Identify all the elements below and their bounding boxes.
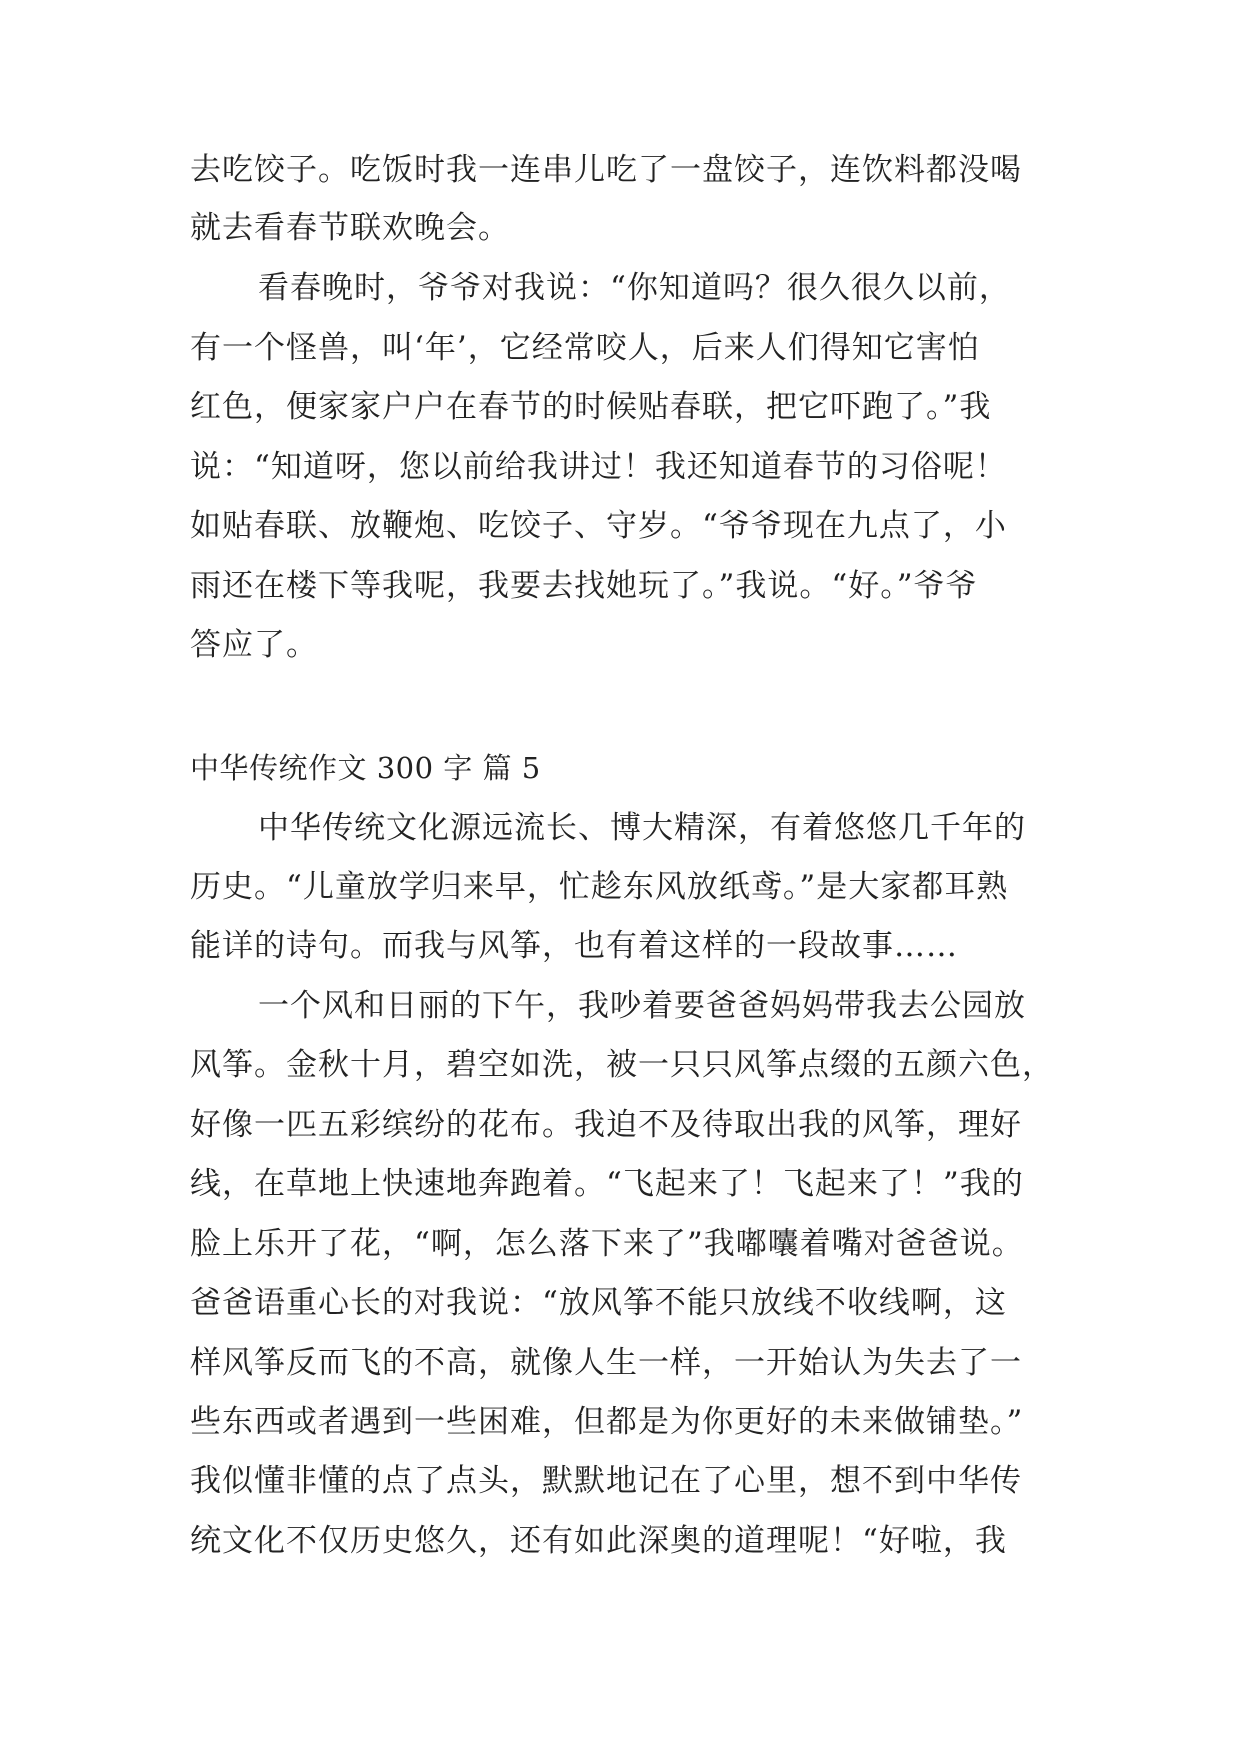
paragraph-line: 雨还在楼下等我呢，我要去找她玩了。”我说。“好。”爷爷 [190, 568, 978, 604]
paragraph-line: 看春晚时，爷爷对我说：“你知道吗？很久很久以前， [258, 270, 1011, 306]
paragraph-line: 中华传统文化源远流长、博大精深，有着悠悠几千年的 [258, 810, 1026, 846]
paragraph-line: 一个风和日丽的下午，我吵着要爸爸妈妈带我去公园放 [258, 988, 1026, 1024]
paragraph-line: 样风筝反而飞的不高，就像人生一样，一开始认为失去了一 [190, 1345, 1022, 1381]
paragraph-line: 好像一匹五彩缤纷的花布。我迫不及待取出我的风筝，理好 [190, 1107, 1022, 1143]
paragraph-line: 脸上乐开了花，“啊，怎么落下来了”我嘟囔着嘴对爸爸说。 [190, 1226, 1024, 1262]
paragraph-line: 有一个怪兽，叫‘年’，它经常咬人，后来人们得知它害怕 [190, 330, 980, 366]
paragraph-line: 风筝。金秋十月，碧空如洗，被一只只风筝点缀的五颜六色， [190, 1047, 1054, 1083]
paragraph-line: 答应了。 [190, 627, 318, 663]
paragraph-line: 如贴春联、放鞭炮、吃饺子、守岁。“爷爷现在九点了，小 [190, 508, 1007, 544]
paragraph-line: 就去看春节联欢晚会。 [190, 210, 510, 246]
paragraph-line: 爸爸语重心长的对我说：“放风筝不能只放线不收线啊，这 [190, 1285, 1007, 1321]
section-heading: 中华传统作文 300 字 篇 5 [190, 751, 541, 785]
paragraph-line: 去吃饺子。吃饭时我一连串儿吃了一盘饺子，连饮料都没喝 [190, 152, 1022, 188]
paragraph-line: 我似懂非懂的点了点头，默默地记在了心里，想不到中华传 [190, 1463, 1022, 1499]
paragraph-line: 些东西或者遇到一些困难，但都是为你更好的未来做铺垫。” [190, 1404, 1024, 1440]
paragraph-line: 统文化不仅历史悠久，还有如此深奥的道理呢！“好啦，我 [190, 1523, 1007, 1559]
paragraph-line: 历史。“儿童放学归来早，忙趁东风放纸鸢。”是大家都耳熟 [190, 869, 1009, 905]
paragraph-line: 红色，便家家户户在春节的时候贴春联，把它吓跑了。”我 [190, 389, 992, 425]
paragraph-line: 线，在草地上快速地奔跑着。“飞起来了！飞起来了！”我的 [190, 1166, 1024, 1202]
paragraph-line: 能详的诗句。而我与风筝，也有着这样的一段故事…… [190, 928, 958, 964]
paragraph-line: 说：“知道呀，您以前给我讲过！我还知道春节的习俗呢！ [190, 449, 1007, 485]
